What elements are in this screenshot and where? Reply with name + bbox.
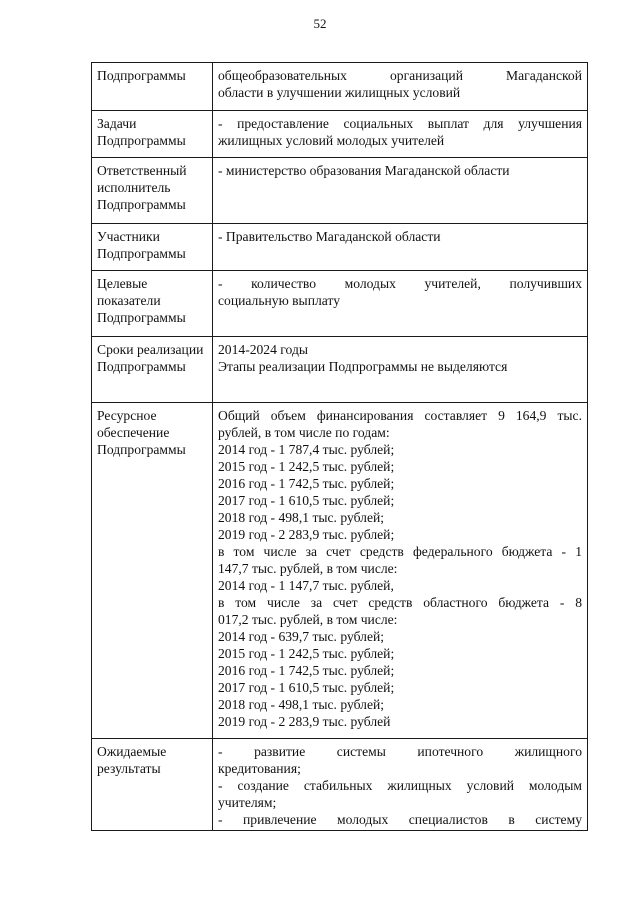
content-line: 017,2 тыс. рублей, в том числе: <box>218 612 398 627</box>
content-line: 2017 год - 1 610,5 тыс. рублей; <box>218 680 395 695</box>
table-row <box>92 158 588 224</box>
content-line: 2017 год - 1 610,5 тыс. рублей; <box>218 493 395 508</box>
content-line: рублей, в том числе по годам: <box>218 425 390 440</box>
content-line: Этапы реализации Подпрограммы не выделяются <box>218 359 508 374</box>
table-row <box>92 337 588 403</box>
content-line: - создание стабильных жилищных условий молодым <box>218 778 582 793</box>
content-line: 2014 год - 639,7 тыс. рублей; <box>218 629 385 644</box>
content-line: в том числе за счет средств областного бюджета - 8 <box>218 595 582 610</box>
content-line: жилищных условий молодых учителей <box>218 133 445 148</box>
row-label: Ответственный исполнитель Подпрограммы <box>92 158 213 224</box>
content-line: учителям; <box>218 795 277 810</box>
content-line: 2014 год - 1 787,4 тыс. рублей; <box>218 442 395 457</box>
content-line: 2016 год - 1 742,5 тыс. рублей; <box>218 476 395 491</box>
content-line: 2019 год - 2 283,9 тыс. рублей <box>218 714 391 729</box>
row-content <box>213 158 588 224</box>
row-content <box>213 224 588 271</box>
content-line: 2014-2024 годы <box>218 342 308 357</box>
content-line: 2015 год - 1 242,5 тыс. рублей; <box>218 646 395 661</box>
content-line: 2018 год - 498,1 тыс. рублей; <box>218 510 385 525</box>
content-line: - привлечение молодых специалистов в систему <box>218 812 582 827</box>
content-line: - предоставление социальных выплат для улучшения <box>218 116 582 131</box>
table-row <box>92 739 588 831</box>
row-content <box>213 739 588 831</box>
content-line: области в улучшении жилищных условий <box>218 85 461 100</box>
table-row <box>92 403 588 739</box>
table-row <box>92 111 588 158</box>
content-line: кредитования; <box>218 761 301 776</box>
content-line: 2014 год - 1 147,7 тыс. рублей, <box>218 578 394 593</box>
content-line: социальную выплату <box>218 293 340 308</box>
row-content <box>213 337 588 403</box>
page-number: 52 <box>313 16 327 31</box>
table-row <box>92 271 588 337</box>
row-label: Ожидаемые результаты <box>92 739 213 831</box>
subprogram-passport-table <box>91 62 588 831</box>
table-row <box>92 224 588 271</box>
content-line: 2016 год - 1 742,5 тыс. рублей; <box>218 663 395 678</box>
content-line: Общий объем финансирования составляет 9 164,9 тыс. <box>218 408 582 423</box>
row-label: Подпрограммы <box>92 63 213 111</box>
content-line: 147,7 тыс. рублей, в том числе: <box>218 561 398 576</box>
content-line: - развитие системы ипотечного жилищного <box>218 744 582 759</box>
content-line: - количество молодых учителей, получивших <box>218 276 582 291</box>
row-content <box>213 63 588 111</box>
content-line: - министерство образования Магаданской области <box>218 163 510 178</box>
row-label: Задачи Подпрограммы <box>92 111 213 158</box>
content-line: 2015 год - 1 242,5 тыс. рублей; <box>218 459 395 474</box>
table-row <box>92 63 588 111</box>
content-line: - Правительство Магаданской области <box>218 229 441 244</box>
row-label: Целевые показатели Подпрограммы <box>92 271 213 337</box>
row-content <box>213 111 588 158</box>
content-line: 2018 год - 498,1 тыс. рублей; <box>218 697 385 712</box>
row-label: Участники Подпрограммы <box>92 224 213 271</box>
content-line: 2019 год - 2 283,9 тыс. рублей; <box>218 527 395 542</box>
content-line: в том числе за счет средств федерального бюджета - 1 <box>218 544 582 559</box>
row-content <box>213 403 588 739</box>
content-line: общеобразовательных организаций Магаданской <box>218 68 582 83</box>
row-label: Сроки реализации Подпрограммы <box>92 337 213 403</box>
row-label: Ресурсное обеспечение Подпрограммы <box>92 403 213 739</box>
row-content <box>213 271 588 337</box>
